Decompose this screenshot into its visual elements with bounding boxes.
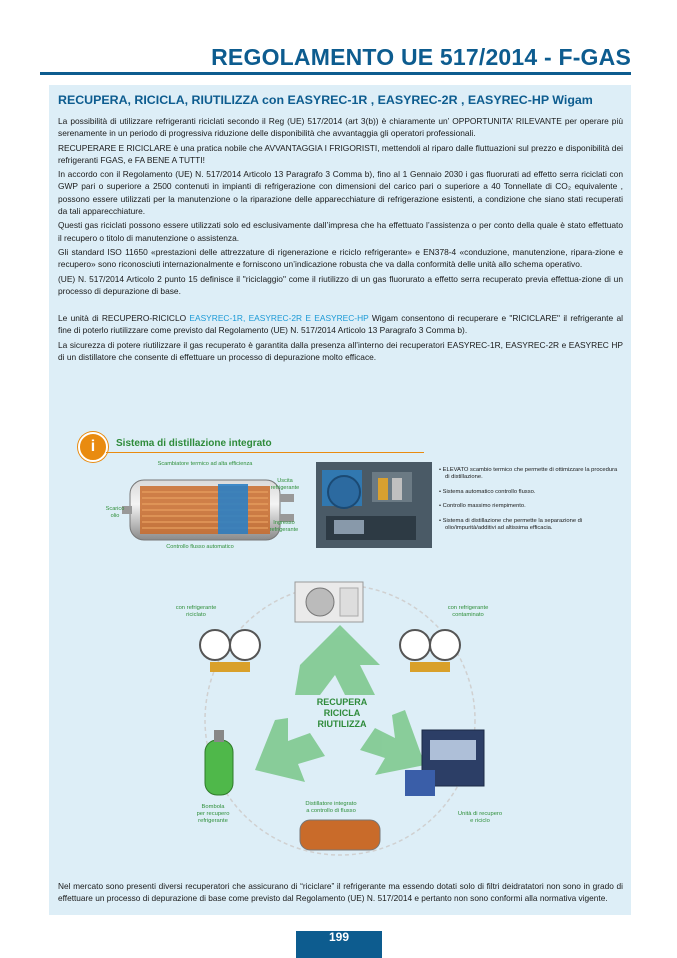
caption-unit: Unità di recupero e riciclo [457, 811, 503, 825]
page-number-box [296, 931, 382, 958]
label-outlet: Uscita refrigerante [270, 478, 300, 491]
feature-item: • Sistema di distillazione che permette la separazione di olio/impurità/additivi ad altissima efficacia. [439, 517, 583, 532]
page-title: REGOLAMENTO UE 517/2014 - F-GAS [211, 44, 631, 70]
units-highlight: EASYREC-1R, EASYREC-2R E EASYREC-HP [189, 313, 369, 324]
paragraph-1: La possibilità di utilizzare refrigeranti riciclati secondo il Reg (UE) 517/2014 (art 3(b)) è chiaramente un’ OPPORTUNITA’ RILEVANTE per operare più serenamente in un periodo di progressiva riduzione delle disponibilità che avvantaggia gli operatori professionali. [58, 116, 623, 139]
caption-cylinder: Bombola per recupero refrigerante [196, 804, 230, 825]
ac-unit-icon [295, 582, 363, 622]
cycle-center-label: RECUPERA RICICLA RIUTILIZZA [316, 697, 368, 729]
feature-item: • Sistema automatico controllo flusso. [439, 488, 536, 495]
info-icon: i [78, 432, 108, 462]
cylinder-icon [205, 730, 233, 795]
paragraph-2: RECUPERARE E RICICLARE è una pratica nobile che AVVANTAGGIA I FRIGORISTI, mettendoli al riparo dalle fluttuazioni sul prezzo e disponibilità dei refrigeranti FGAS, e FA BENE A TUTTI! [58, 142, 623, 165]
gauge-right-icon [400, 630, 460, 672]
page-number: 199 [328, 930, 350, 944]
paragraph-4: Questi gas riciclati possono essere utilizzati solo ed esclusivamente dall’impresa che ha effettuato l’assistenza o per conto della quale è stato effettuato il recupero o titolo di manutenzione o assistenza. [58, 220, 623, 243]
bottom-note: Nel mercato sono presenti diversi recuperatori che assicurano di “riciclare” il refrigerante ma essendo dotati solo di filtri deidratatori non sono in grado di effettuare un processo di depurazione di base come previsto dal Regolamento (UE) N. 517/2014 e pertanto non sono conformi alla normativa vigente. [58, 881, 623, 903]
section-title: RECUPERA, RICICLA, RIUTILIZZA con EASYREC-1R , EASYREC-2R , EASYREC-HP Wigam [58, 93, 593, 107]
title-rule [40, 72, 631, 75]
gauge-left-icon [200, 630, 260, 672]
paragraph-3: In accordo con il Regolamento (UE) N. 517/2014 Articolo 13 Paragrafo 3 Comma b), fino al 1 Gennaio 2030 i gas fluorurati ad effetto serra riciclati con GWP pari o superiore a 2500 contenuti in impianti di refrigerazione con dimensioni del carico pari o superiore a 40 Tonnellate di CO₂ equivalente , possono essere utilizzati per la manutenzione o la riparazione delle apparecchiature di refrigerazione esistenti, a condizione che siano stati recuperati da tali apparecchiature. [58, 169, 623, 217]
distillation-title: Sistema di distillazione integrato [116, 438, 272, 449]
recovery-unit-photo [316, 462, 432, 548]
units-rest: Wigam consentono di recuperare e "RICICLARE" il refrigerante al fine di poterlo riutilizzare come previsto dal Regolamento (UE) N. 517/2014 Articolo 13 Paragrafo 3 Comma b). [58, 313, 623, 336]
feature-item: • Controllo massimo riempimento. [439, 503, 526, 510]
label-flow: Controllo flusso automatico [166, 544, 234, 550]
paragraph-6: (UE) N. 517/2014 Articolo 2 punto 15 definisce il "riciclaggio" come il riutilizzo di un gas fluorurato a effetto serra recuperato previa effettua-zione di un processo di depurazione di base. [58, 273, 623, 296]
caption-right-gauge: con refrigerante contaminato [447, 605, 489, 619]
caption-left-gauge: con refrigerante riciclato [175, 605, 217, 619]
distillation-rule [106, 452, 424, 453]
feature-item: • ELEVATO scambio termico che permette di ottimizzare la procedura di distillazione. [439, 467, 618, 481]
caption-distiller: Distillatore integrato a controllo di flusso [305, 801, 357, 815]
units-intro: Le unità di RECUPERO-RICICLO [58, 313, 190, 324]
safety-paragraph: La sicurezza di potere riutilizzare il gas recuperato è garantita dalla presenza all’interno dei recuperatori EASYREC-1R, EASYREC-2R e EASYREC HP di un distillatore che consente di effettuare un processo di depurazione molto efficace. [58, 339, 623, 363]
units-paragraph [58, 312, 623, 337]
label-oil: Scarico olio [105, 506, 125, 519]
main-content [58, 93, 623, 365]
distiller-icon [300, 820, 380, 850]
label-inlet: Ingresso refrigerante [269, 520, 299, 533]
paragraph-5: Gli standard ISO 11650 «prestazioni delle attrezzature di rigenerazione e riciclo refrigerante» e EN378-4 «conduzione, manutenzione, ripara-zione e recupero» sono riconosciuti internazionalmente e forniscono un’indicazione robusta che va dalla conformità delle unità allo schema operativo. [58, 246, 623, 270]
label-exchanger: Scambiatore termico ad alta efficienza [157, 461, 253, 467]
features-list [438, 467, 618, 539]
